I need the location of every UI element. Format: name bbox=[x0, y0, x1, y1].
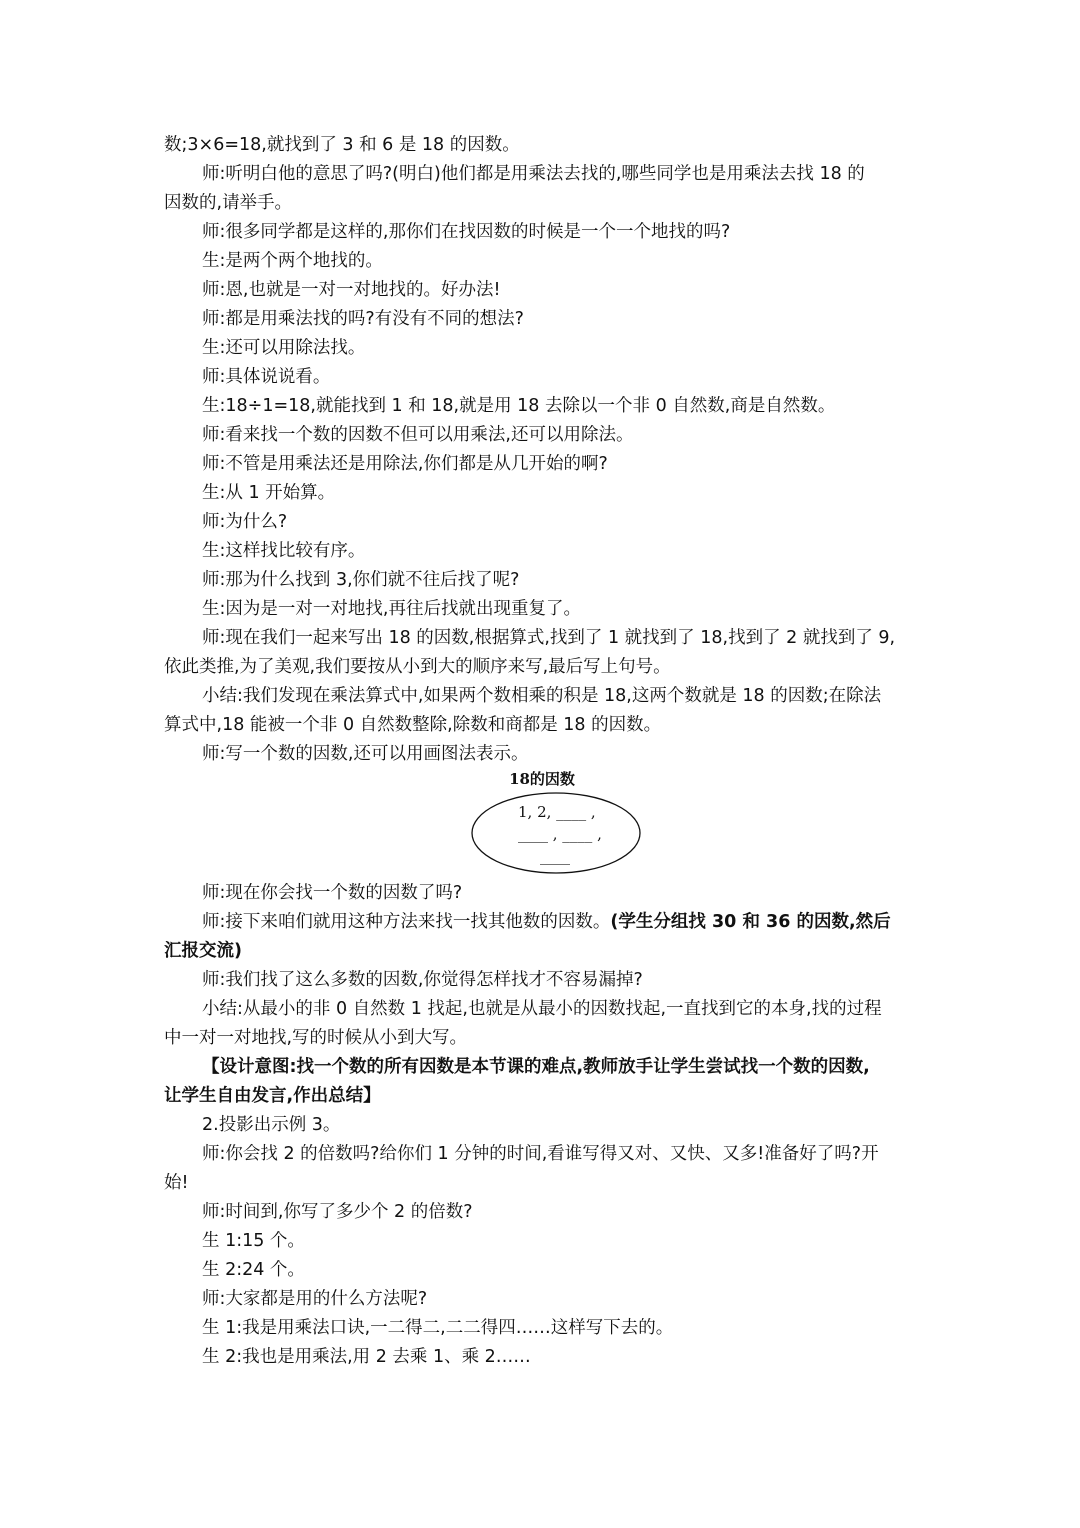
text-line-content: 师:你会找 2 的倍数吗?给你们 1 分钟的时间,看谁写得又对、又快、又多!准备好了吗?开 bbox=[202, 1144, 879, 1164]
text-line-content: 汇报交流) bbox=[164, 941, 242, 961]
text-line-bold-tail: (学生分组找 30 和 36 的因数,然后 bbox=[610, 912, 891, 932]
text-line bbox=[164, 1111, 920, 1140]
text-line-content: 生 1:我是用乘法口诀,一二得二,二二得四……这样写下去的。 bbox=[202, 1318, 674, 1338]
text-line-content: 生:从 1 开始算。 bbox=[202, 483, 336, 503]
text-line bbox=[164, 1314, 920, 1343]
text-line bbox=[164, 450, 920, 479]
text-line bbox=[164, 653, 920, 682]
text-line bbox=[164, 334, 920, 363]
diagram-row-2: ____ , ____ , bbox=[518, 825, 602, 843]
text-line bbox=[164, 1140, 920, 1169]
text-line bbox=[164, 363, 920, 392]
text-line bbox=[164, 1082, 920, 1111]
text-line bbox=[164, 624, 920, 653]
text-line-content: 因数的,请举手。 bbox=[164, 193, 293, 213]
text-line-content: 数;3×6=18,就找到了 3 和 6 是 18 的因数。 bbox=[164, 135, 520, 155]
text-line bbox=[164, 937, 920, 966]
text-line-content: 师:接下来咱们就用这种方法来找一找其他数的因数。 bbox=[202, 912, 611, 932]
text-line-content: 生:是两个两个地找的。 bbox=[202, 251, 383, 271]
text-line-content: 师:我们找了这么多数的因数,你觉得怎样找才不容易漏掉? bbox=[202, 970, 643, 990]
text-line bbox=[164, 1198, 920, 1227]
text-line-content: 生 1:15 个。 bbox=[202, 1231, 305, 1251]
text-line bbox=[164, 218, 920, 247]
text-block-2 bbox=[164, 879, 920, 1372]
text-line-content: 小结:我们发现在乘法算式中,如果两个数相乘的积是 18,这两个数就是 18 的因数;在除法 bbox=[202, 686, 882, 706]
text-line-content: 依此类推,为了美观,我们要按从小到大的顺序来写,最后写上句号。 bbox=[164, 657, 671, 677]
text-line bbox=[164, 160, 920, 189]
text-line-content: 算式中,18 能被一个非 0 自然数整除,除数和商都是 18 的因数。 bbox=[164, 715, 662, 735]
text-line bbox=[164, 421, 920, 450]
text-line-content: 师:为什么? bbox=[202, 512, 288, 532]
text-line bbox=[164, 508, 920, 537]
text-line bbox=[164, 566, 920, 595]
text-line-content: 小结:从最小的非 0 自然数 1 找起,也就是从最小的因数找起,一直找到它的本身,找的过程 bbox=[202, 999, 882, 1019]
text-line bbox=[164, 131, 920, 160]
diagram-row-1: 1, 2, ____ , bbox=[518, 803, 596, 821]
text-line bbox=[164, 995, 920, 1024]
text-line-content: 生:18÷1=18,就能找到 1 和 18,就是用 18 去除以一个非 0 自然数,商是自然数。 bbox=[202, 396, 836, 416]
text-line bbox=[164, 479, 920, 508]
text-line-content: 师:都是用乘法找的吗?有没有不同的想法? bbox=[202, 309, 524, 329]
text-line bbox=[164, 682, 920, 711]
text-line-content: 生 2:24 个。 bbox=[202, 1260, 305, 1280]
text-line bbox=[164, 189, 920, 218]
text-line bbox=[164, 1227, 920, 1256]
text-line-content: 生:因为是一对一对地找,再往后找就出现重复了。 bbox=[202, 599, 581, 619]
text-line bbox=[164, 305, 920, 334]
text-line bbox=[164, 247, 920, 276]
diagram-row-3: ____ bbox=[540, 847, 570, 865]
text-line bbox=[164, 908, 920, 937]
text-line-content: 让学生自由发言,作出总结】 bbox=[164, 1086, 381, 1106]
text-line-content: 师:大家都是用的什么方法呢? bbox=[202, 1289, 428, 1309]
text-line bbox=[164, 276, 920, 305]
text-line-content: 生:还可以用除法找。 bbox=[202, 338, 366, 358]
text-line-content: 师:很多同学都是这样的,那你们在找因数的时候是一个一个地找的吗? bbox=[202, 222, 731, 242]
text-line-content: 师:写一个数的因数,还可以用画图法表示。 bbox=[202, 744, 529, 764]
text-line bbox=[164, 740, 920, 769]
text-line bbox=[164, 1053, 920, 1082]
text-block-1 bbox=[164, 131, 920, 769]
text-line-content: 生 2:我也是用乘法,用 2 去乘 1、乘 2…… bbox=[202, 1347, 531, 1367]
text-line bbox=[164, 879, 920, 908]
text-line-content: 师:现在我们一起来写出 18 的因数,根据算式,找到了 1 就找到了 18,找到了 2 就找到了 9, bbox=[202, 628, 896, 648]
text-line-content: 师:时间到,你写了多少个 2 的倍数? bbox=[202, 1202, 473, 1222]
text-line-content: 中一对一对地找,写的时候从小到大写。 bbox=[164, 1028, 468, 1048]
text-line bbox=[164, 1343, 920, 1372]
text-line bbox=[164, 392, 920, 421]
text-line bbox=[164, 1024, 920, 1053]
text-line bbox=[164, 966, 920, 995]
text-line-content: 师:看来找一个数的因数不但可以用乘法,还可以用除法。 bbox=[202, 425, 634, 445]
factor-diagram bbox=[164, 769, 920, 879]
text-line bbox=[164, 1256, 920, 1285]
text-line-content: 师:不管是用乘法还是用除法,你们都是从几开始的啊? bbox=[202, 454, 608, 474]
text-line bbox=[164, 1285, 920, 1314]
text-line-content: 师:恩,也就是一对一对地找的。好办法! bbox=[202, 280, 501, 300]
text-line-content: 【设计意图:找一个数的所有因数是本节课的难点,教师放手让学生尝试找一个数的因数, bbox=[202, 1057, 870, 1077]
text-line-content: 2.投影出示例 3。 bbox=[202, 1115, 341, 1135]
text-line-content: 师:听明白他的意思了吗?(明白)他们都是用乘法去找的,哪些同学也是用乘法去找 18 的 bbox=[202, 164, 865, 184]
diagram-title: 18的因数 bbox=[509, 770, 575, 788]
text-line-content: 始! bbox=[164, 1173, 189, 1193]
text-line-content: 师:现在你会找一个数的因数了吗? bbox=[202, 883, 463, 903]
text-line bbox=[164, 1169, 920, 1198]
text-line-content: 师:具体说说看。 bbox=[202, 367, 331, 387]
text-line-content: 师:那为什么找到 3,你们就不往后找了呢? bbox=[202, 570, 520, 590]
text-line bbox=[164, 595, 920, 624]
text-line bbox=[164, 537, 920, 566]
text-line-content: 生:这样找比较有序。 bbox=[202, 541, 366, 561]
document-body bbox=[164, 131, 920, 1372]
text-line bbox=[164, 711, 920, 740]
